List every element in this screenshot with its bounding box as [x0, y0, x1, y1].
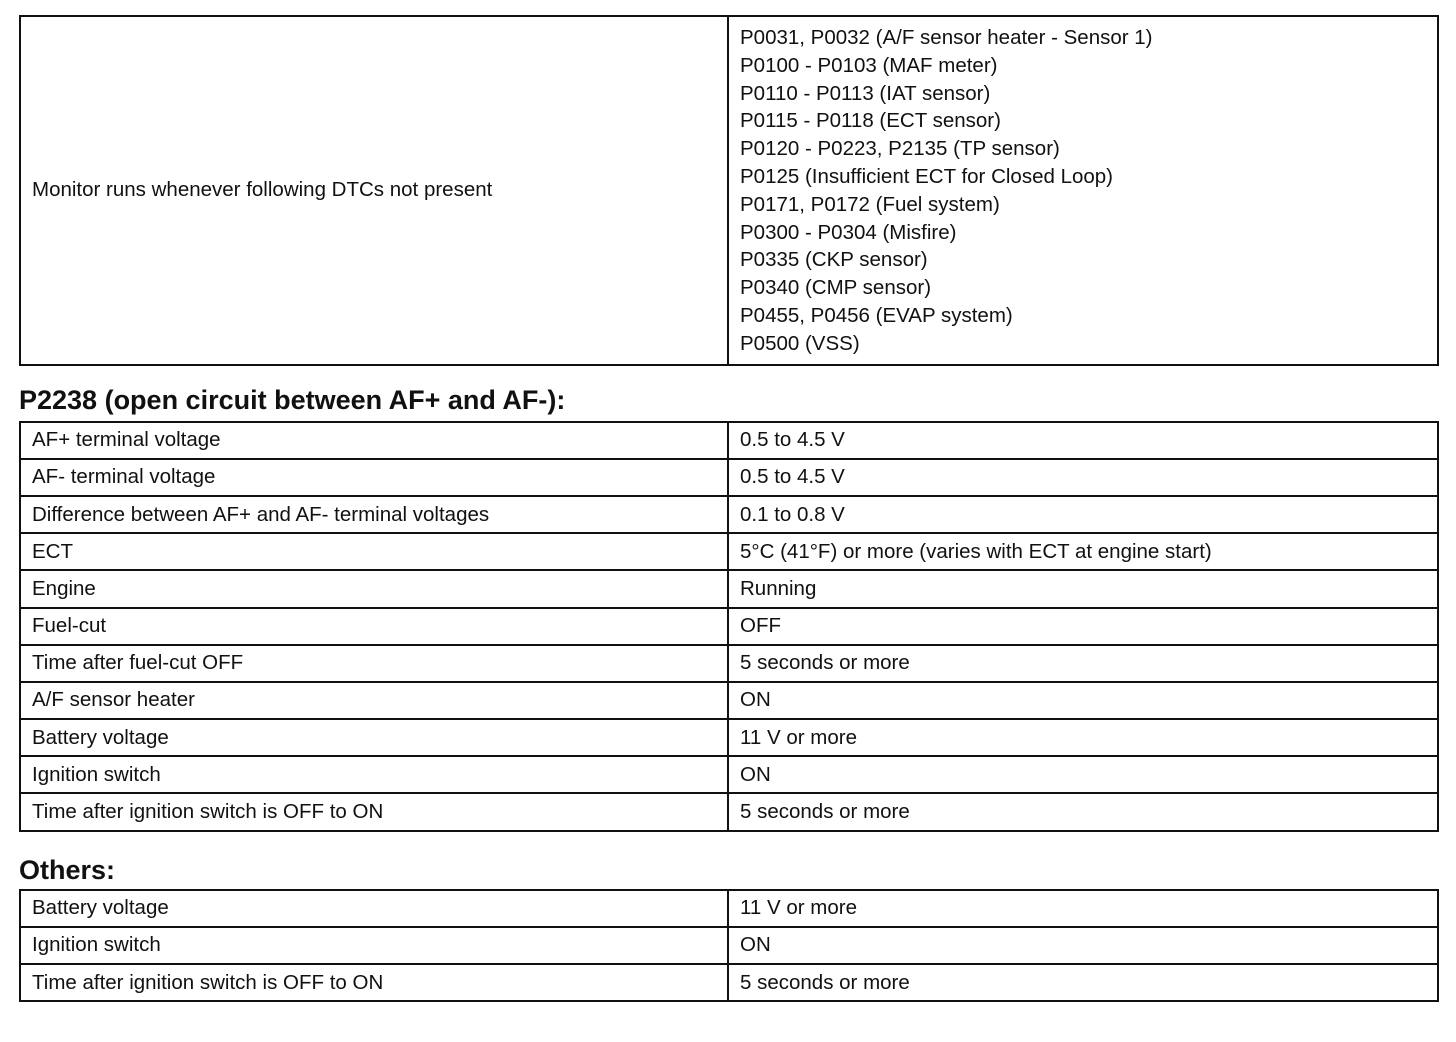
value-cell: ON	[728, 756, 1438, 793]
value-cell: 5°C (41°F) or more (varies with ECT at engine start)	[728, 533, 1438, 570]
table-row	[20, 793, 1438, 830]
value-cell: 0.1 to 0.8 V	[728, 496, 1438, 533]
value-cell: ON	[728, 682, 1438, 719]
condition-cell: Time after fuel-cut OFF	[20, 645, 728, 682]
others-heading: Others:	[19, 854, 116, 885]
condition-cell: Battery voltage	[20, 719, 728, 756]
value-cell: 5 seconds or more	[728, 964, 1438, 1001]
dtc-item: P0340 (CMP sensor)	[740, 276, 932, 300]
p2238-conditions-table	[19, 421, 1439, 832]
condition-cell: Battery voltage	[20, 890, 728, 927]
table-row	[20, 608, 1438, 645]
table-row	[20, 927, 1438, 964]
value-cell: Running	[728, 570, 1438, 607]
table-row	[20, 422, 1438, 459]
table-row	[20, 964, 1438, 1001]
dtc-item: P0031, P0032 (A/F sensor heater - Sensor 1)	[740, 26, 1153, 49]
value-cell: ON	[728, 927, 1438, 964]
table-row	[20, 756, 1438, 793]
value-cell: 11 V or more	[728, 719, 1438, 756]
value-cell: OFF	[728, 608, 1438, 645]
condition-cell: Time after ignition switch is OFF to ON	[20, 793, 728, 830]
p2238-heading: P2238 (open circuit between AF+ and AF-):	[19, 384, 566, 415]
dtc-item: P0171, P0172 (Fuel system)	[740, 192, 1000, 216]
dtc-item: P0100 - P0103 (MAF meter)	[740, 53, 998, 77]
dtc-item: P0120 - P0223, P2135 (TP sensor)	[740, 137, 1060, 161]
condition-cell: AF- terminal voltage	[20, 459, 728, 496]
table-row	[20, 645, 1438, 682]
document-page	[19, 15, 1437, 1002]
others-conditions-table	[19, 889, 1439, 1003]
dtc-item: P0115 - P0118 (ECT sensor)	[740, 109, 1001, 133]
table-row	[20, 496, 1438, 533]
table-row	[20, 533, 1438, 570]
value-cell: 5 seconds or more	[728, 793, 1438, 830]
dtc-item: P0125 (Insufficient ECT for Closed Loop)	[740, 164, 1114, 188]
value-cell: 11 V or more	[728, 890, 1438, 927]
table-row	[20, 682, 1438, 719]
condition-cell: ECT	[20, 533, 728, 570]
dtc-precondition-table	[19, 15, 1439, 366]
dtc-item: P0110 - P0113 (IAT sensor)	[740, 81, 991, 105]
dtc-item: P0500 (VSS)	[740, 331, 860, 355]
dtc-item: P0455, P0456 (EVAP system)	[740, 303, 1013, 327]
table-row	[20, 890, 1438, 927]
dtc-item: P0335 (CKP sensor)	[740, 248, 928, 272]
dtc-item: P0300 - P0304 (Misfire)	[740, 220, 957, 244]
condition-cell: Ignition switch	[20, 927, 728, 964]
dtc-list	[728, 16, 1438, 365]
condition-cell: AF+ terminal voltage	[20, 422, 728, 459]
condition-cell: Difference between AF+ and AF- terminal voltages	[20, 496, 728, 533]
value-cell: 0.5 to 4.5 V	[728, 459, 1438, 496]
condition-cell: A/F sensor heater	[20, 682, 728, 719]
table-row	[20, 459, 1438, 496]
condition-cell: Time after ignition switch is OFF to ON	[20, 964, 728, 1001]
table-row	[20, 719, 1438, 756]
table-row	[20, 570, 1438, 607]
monitor-condition-label: Monitor runs whenever following DTCs not present	[20, 16, 728, 365]
value-cell: 0.5 to 4.5 V	[728, 422, 1438, 459]
condition-cell: Fuel-cut	[20, 608, 728, 645]
condition-cell: Ignition switch	[20, 756, 728, 793]
table-row	[20, 16, 1438, 365]
value-cell: 5 seconds or more	[728, 645, 1438, 682]
condition-cell: Engine	[20, 570, 728, 607]
